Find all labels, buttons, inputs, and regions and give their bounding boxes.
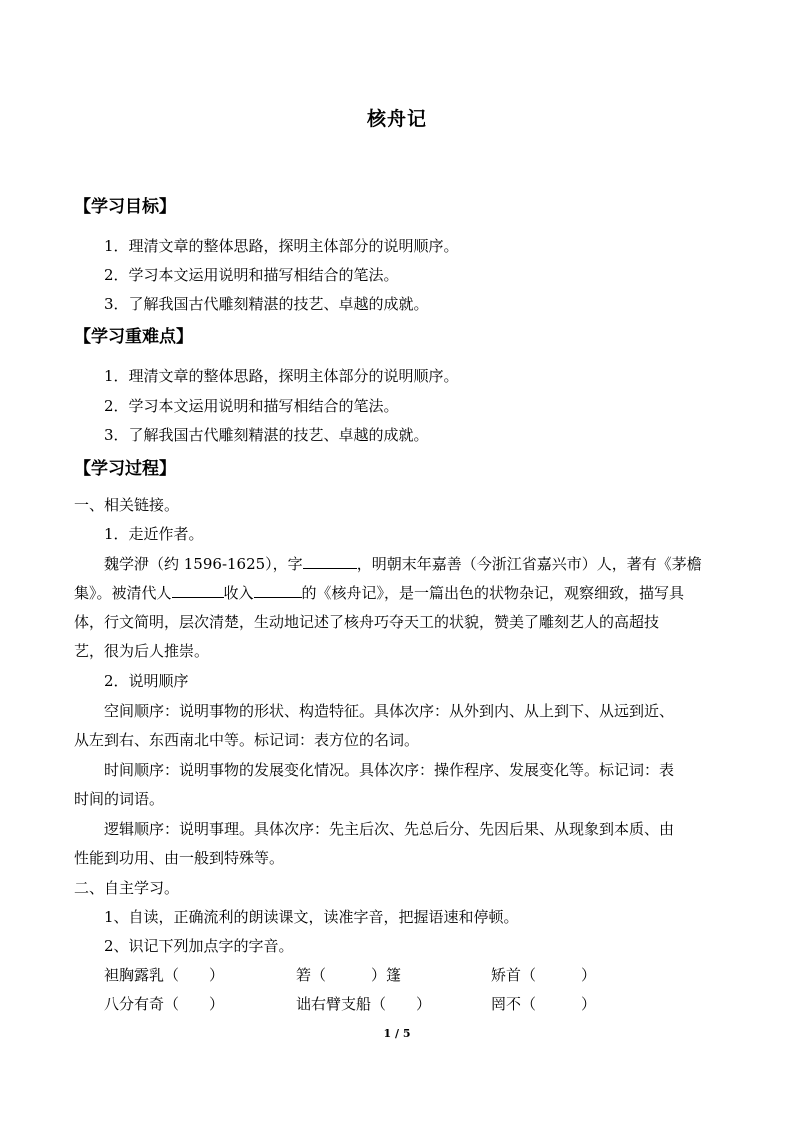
goal-item-1: 1．理清文章的整体思路，探明主体部分的说明顺序。: [104, 237, 459, 255]
author-text-1b: ，明朝末年嘉善（今浙江省嘉兴市）人，著有《茅檐: [356, 555, 702, 573]
author-line-4: 艺，很为后人推崇。: [74, 642, 210, 660]
word-item: 箬（ ）篷: [296, 966, 402, 984]
difficulties-heading: 【学习重难点】: [74, 327, 193, 347]
self-study-item-2: 2、识记下列加点字的字音。: [104, 937, 294, 955]
fill-blank-compiler: [172, 582, 224, 598]
sub-explanation-order: 2．说明顺序: [104, 672, 189, 690]
word-item: 诎右臂支船（ ）: [296, 995, 432, 1013]
author-text-2a: 集》。被清代人: [74, 584, 172, 602]
author-line-1: [104, 553, 702, 574]
section-related-links: 一、相关链接。: [74, 496, 180, 514]
section-self-study: 二、自主学习。: [74, 879, 180, 897]
page-number: 1 / 5: [383, 1027, 411, 1040]
author-text-2b: 收入: [223, 584, 254, 602]
process-heading: 【学习过程】: [74, 459, 176, 479]
time-order-line-2: 时间的词语。: [74, 790, 165, 808]
goal-item-2: 2．学习本文运用说明和描写相结合的笔法。: [104, 266, 399, 284]
word-item: 罔不（ ）: [491, 995, 597, 1013]
author-line-2: [74, 582, 684, 603]
fill-blank-courtesy-name: [303, 553, 357, 569]
self-study-item-1: 1、自读，正确流利的朗读课文，读准字音，把握语速和停顿。: [104, 908, 519, 926]
author-text-2c: 的《核舟记》，是一篇出色的状物杂记，观察细致，描写具: [301, 584, 685, 602]
difficulty-item-1: 1．理清文章的整体思路，探明主体部分的说明顺序。: [104, 367, 459, 385]
sub-author: 1．走近作者。: [104, 525, 204, 543]
word-item: 袒胸露乳（ ）: [104, 966, 225, 984]
logic-order-line-2: 性能到功用、由一般到特殊等。: [74, 849, 285, 867]
author-line-3: 体，行文简明，层次清楚，生动地记述了核舟巧夺天工的状貌，赞美了雕刻艺人的高超技: [74, 613, 660, 631]
author-text-1a: 魏学洢（约 1596-1625），字: [104, 555, 303, 573]
difficulty-item-2: 2．学习本文运用说明和描写相结合的笔法。: [104, 397, 399, 415]
goals-heading: 【学习目标】: [74, 197, 176, 217]
difficulty-item-3: 3．了解我国古代雕刻精湛的技艺、卓越的成就。: [104, 426, 429, 444]
spatial-order-line-1: 空间顺序：说明事物的形状、构造特征。具体次序：从外到内、从上到下、从远到近、: [104, 702, 675, 720]
time-order-line-1: 时间顺序：说明事物的发展变化情况。具体次序：操作程序、发展变化等。标记词：表: [104, 761, 675, 779]
fill-blank-collection: [254, 582, 302, 598]
goal-item-3: 3．了解我国古代雕刻精湛的技艺、卓越的成就。: [104, 295, 429, 313]
logic-order-line-1: 逻辑顺序：说明事理。具体次序：先主后次、先总后分、先因后果、从现象到本质、由: [104, 820, 675, 838]
word-item: 矫首（ ）: [491, 966, 597, 984]
spatial-order-line-2: 从左到右、东西南北中等。标记词：表方位的名词。: [74, 731, 420, 749]
page-title: 核舟记: [366, 108, 427, 130]
word-item: 八分有奇（ ）: [104, 995, 225, 1013]
